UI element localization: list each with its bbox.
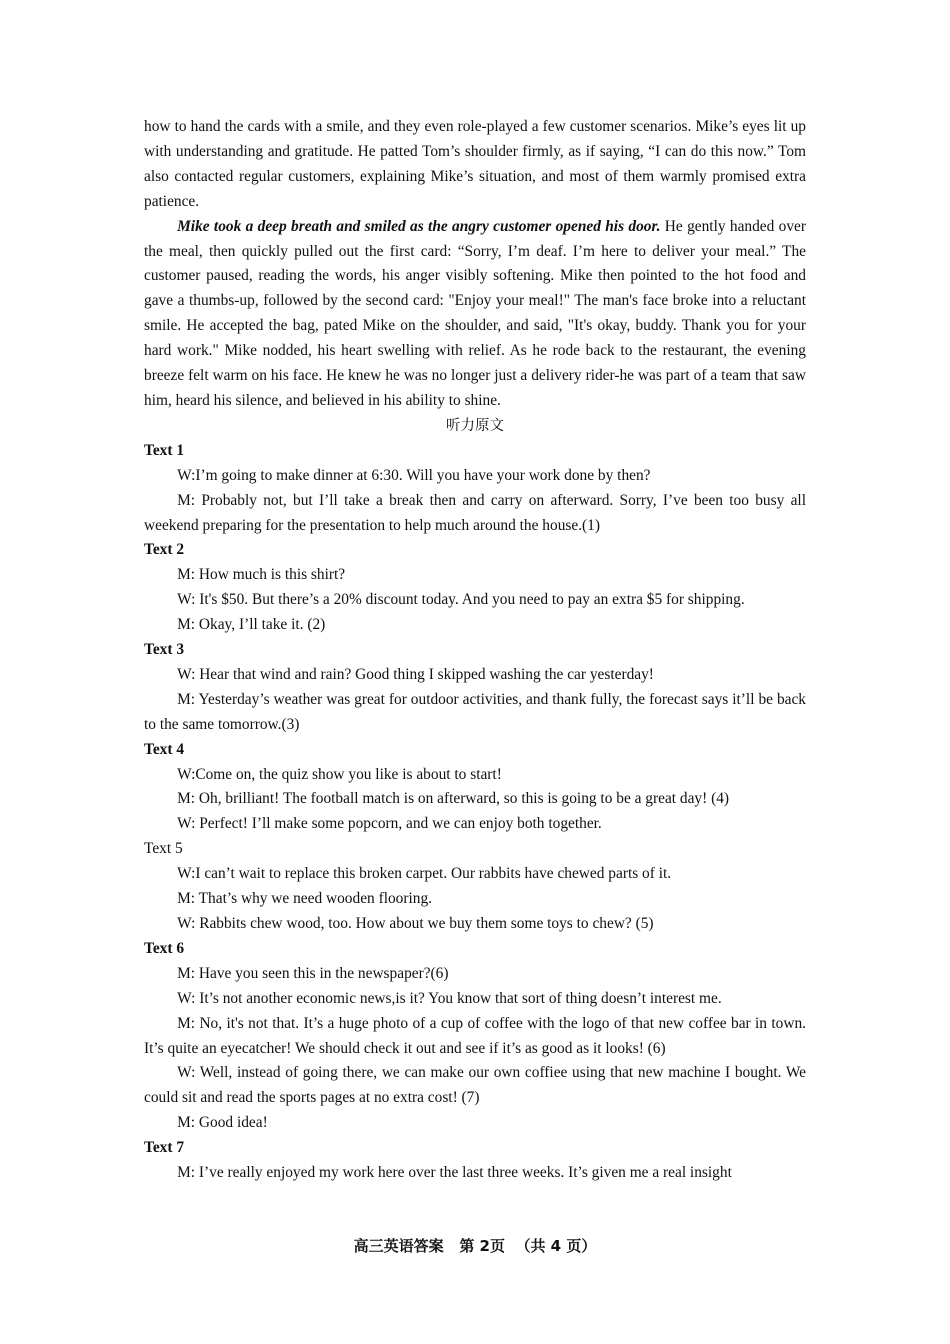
dialogue-line: W:I can’t wait to replace this broken carpet. Our rabbits have chewed parts of it.	[177, 865, 672, 883]
text-heading: Text 2	[144, 541, 185, 559]
document-body	[144, 115, 806, 1186]
dialogue-line: M: I’ve really enjoyed my work here over the last three weeks. It’s given me a real insight	[177, 1164, 732, 1182]
transcript-text-1	[144, 439, 806, 539]
dialogue-line: M: That’s why we need wooden flooring.	[177, 890, 433, 908]
dialogue-line: W: Well, instead of going there, we can make our own coffiee using that new machine I bought. We could sit and read the sports pages at no extra cost! (7)	[144, 1064, 806, 1107]
dialogue-line: W:Come on, the quiz show you like is about to start!	[177, 765, 502, 783]
transcript-text-5	[144, 837, 806, 937]
text-heading: Text 5	[144, 840, 183, 858]
transcript-text-4	[144, 738, 806, 838]
dialogue-line: W: Perfect! I’ll make some popcorn, and we can enjoy both together.	[177, 815, 602, 833]
dialogue-line: M: Have you seen this in the newspaper?(6)	[177, 964, 449, 982]
page-footer: 高三英语答案 第 2页 （共 4 页）	[353, 1237, 597, 1255]
text-heading: Text 7	[144, 1139, 185, 1157]
transcript-text-6	[144, 937, 806, 1136]
dialogue-line: M: Okay, I’ll take it. (2)	[177, 616, 326, 634]
story-paragraph-1: how to hand the cards with a smile, and they even role-played a few customer scenarios. Mike’s eyes lit up with understanding and gratitude. He patted Tom’s shoulder firmly, as if saying, “I can do this now.” Tom also contacted regular customers, explaining Mike’s situation, and most of them warmly promised extra patience.	[144, 118, 806, 210]
transcript-text-2	[144, 538, 806, 638]
dialogue-line: M: No, it's not that. It’s a huge photo of a cup of coffee with the logo of that new coffee bar in town. It’s quite an eyecatcher! We should check it out and see if it’s as good as it looks! (6)	[144, 1014, 806, 1057]
dialogue-line: M: Oh, brilliant! The football match is on afterward, so this is going to be a great day! (4)	[177, 790, 730, 808]
dialogue-line: M: How much is this shirt?	[177, 566, 346, 584]
dialogue-line: M: Good idea!	[177, 1114, 268, 1132]
text-heading: Text 4	[144, 740, 185, 758]
story-paragraph-2	[144, 215, 806, 414]
dialogue-line: M: Yesterday’s weather was great for outdoor activities, and thank fully, the forecast says it’ll be back to the same tomorrow.(3)	[144, 690, 806, 733]
transcript-text-3	[144, 638, 806, 738]
text-heading: Text 3	[144, 641, 185, 659]
dialogue-line: M: Probably not, but I’ll take a break then and carry on afterward. Sorry, I’ve been too busy all weekend preparing for the presentation to help much around the house.(1)	[144, 491, 806, 534]
story-paragraph-2-rest: He gently handed over the meal, then quickly pulled out the first card: “Sorry, I’m deaf. I’m here to deliver your meal.” The customer paused, reading the words, his anger visibly softening. Mike then pointed to the hot food and gave a thumbs-up, followed by the second card: "Enjoy your meal!" The man's face broke into a reluctant smile. He accepted the bag, pated Mike on the shoulder, and said, "It's okay, buddy. Thank you for your hard work." Mike nodded, his heart swelling with relief. As he rode back to the restaurant, the evening breeze felt warm on his face. He knew he was no longer just a delivery rider-he was part of a team that saw him, heard his silence, and believed in his ability to shine.	[144, 217, 806, 409]
text-heading: Text 6	[144, 939, 185, 957]
dialogue-line: W: Rabbits chew wood, too. How about we buy them some toys to chew? (5)	[177, 915, 654, 932]
dialogue-line: W: It’s not another economic news,is it? You know that sort of thing doesn’t interest me.	[177, 989, 722, 1007]
text-heading: Text 1	[144, 441, 185, 459]
transcript-text-7	[144, 1136, 806, 1186]
story-paragraph-2-lead: Mike took a deep breath and smiled as the angry customer opened his door.	[177, 217, 661, 235]
transcript-title: 听力原文	[446, 417, 504, 434]
dialogue-line: W: It's $50. But there’s a 20% discount today. And you need to pay an extra $5 for shipping.	[177, 591, 745, 609]
dialogue-line: W: Hear that wind and rain? Good thing I skipped washing the car yesterday!	[177, 665, 654, 683]
dialogue-line: W:I’m going to make dinner at 6:30. Will you have your work done by then?	[177, 466, 651, 484]
